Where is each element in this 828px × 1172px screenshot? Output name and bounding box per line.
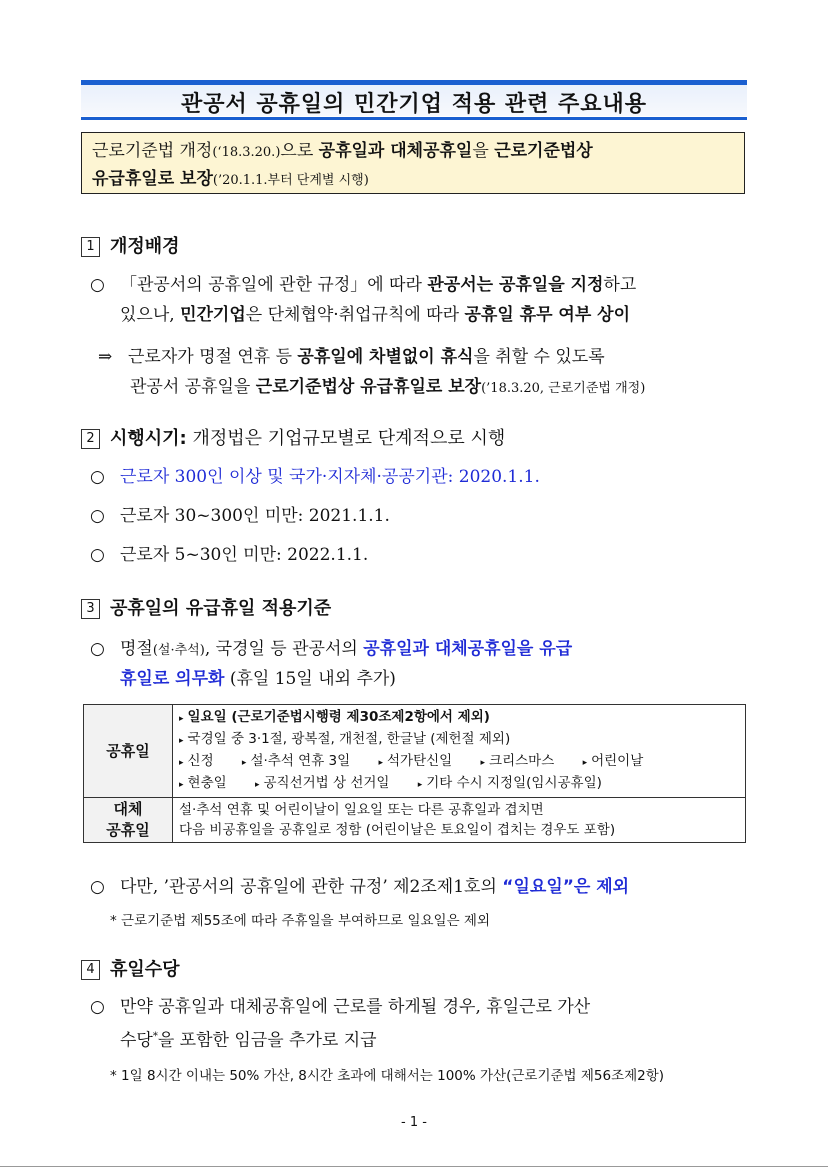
text-small: (’18.3.20, 근로기준법 개정): [481, 381, 646, 396]
bullet: ○: [90, 997, 105, 1017]
table-row: [84, 798, 746, 843]
text-highlight: 공휴일과 대체공휴일을 유급: [363, 639, 573, 659]
summary-date: (‘18.3.20.): [212, 145, 281, 160]
footnote: * 1일 8시간 이내는 50% 가산, 8시간 초과에 대해서는 100% 가산(근로기준법 제56조제2항): [110, 1068, 665, 1084]
text: 은 단체협약·취업규칙에 따라: [245, 305, 465, 325]
section-title: 시행시기:: [110, 428, 187, 449]
cell-text: 공직선거법 상 선거일: [263, 775, 390, 791]
section-heading-1: [81, 232, 180, 258]
row-header: [84, 705, 173, 798]
section-number: 2: [81, 429, 100, 449]
section-number: 1: [81, 237, 100, 257]
cell-text: 국경일 중 3·1절, 광복절, 개천절, 한글날 (제헌절 제외): [187, 731, 511, 747]
row-header-label: 공휴일: [106, 741, 150, 760]
summary-date: (’20.1.1.부터 단계별 시행): [212, 173, 369, 188]
footnote-mark: *: [152, 1031, 158, 1042]
arrow-icon: ⇒: [98, 347, 113, 367]
table-cell: ▸ 일요일 (근로기준법시행령 제30조제2항에서 제외) ▸ 국경일 중 3·1절, 광복절, 개천절, 한글날 (제헌절 제외) ▸ 신정 ▸ 설·추석 연휴 3일 ▸ 석가탄신일 ▸ 크리스마스 ▸ 어린이날 ▸ 현충일 ▸ 공직선거법 상 선거일 ▸ 기타 수시 지정일(임시공휴일): [173, 705, 746, 798]
section-subtitle: 개정법은 기업규모별로 단계적으로 시행: [186, 428, 506, 449]
list-item: [98, 342, 605, 372]
list-item: [90, 462, 540, 492]
list-item: [90, 270, 636, 300]
text: 관공서 공휴일을: [130, 377, 256, 397]
cell-text: 기타 수시 지정일(임시공휴일): [426, 775, 602, 791]
text-bold: 관공서는 공휴일을 지정: [427, 275, 604, 295]
bullet: ○: [90, 275, 105, 295]
text: , 국경일 등 관공서의: [204, 639, 364, 659]
cell-text: 석가탄신일: [387, 753, 453, 769]
row-header-label: 공휴일: [106, 821, 150, 839]
title-banner: [81, 80, 747, 120]
text-bold: 공휴일에 차별없이 휴식: [297, 347, 474, 367]
summary-bold: 근로기준법상: [494, 141, 593, 161]
bullet: ○: [90, 877, 105, 897]
text-highlight: 근로자 300인 이상 및 국가·지자체·공공기관: 2020.1.1.: [120, 467, 540, 487]
footnote: * 근로기준법 제55조에 따라 주휴일을 부여하므로 일요일은 제외: [110, 913, 490, 929]
holiday-table: [83, 704, 746, 843]
text-bold: 근로기준법상 유급휴일로 보장: [255, 377, 482, 397]
cell-text: 일요일 (근로기준법시행령 제30조제2항에서 제외): [187, 709, 490, 725]
text: 다만, ’관공서의 공휴일에 관한 규정’ 제2조제1호의: [120, 877, 503, 897]
cell-text: 어린이날: [591, 753, 644, 769]
section-number: 4: [81, 960, 100, 980]
cell-text: 크리스마스: [489, 753, 555, 769]
cell-text: 설·추석 연휴 3일: [250, 753, 351, 769]
page-number: - 1 -: [401, 1115, 427, 1130]
summary-bold: 유급휴일로 보장: [92, 169, 213, 189]
page-title: 관공서 공휴일의 민간기업 적용 관련 주요내용: [180, 92, 648, 117]
table-row: [84, 705, 746, 798]
table-cell: [173, 798, 746, 843]
text-highlight: “일요일”은 제외: [502, 877, 630, 897]
bullet: ○: [90, 545, 105, 565]
text: (휴일 15일 내외 추가): [224, 669, 396, 689]
section-number: 3: [81, 599, 100, 619]
list-item-cont: [120, 664, 396, 694]
cell-text: 현충일: [187, 775, 227, 791]
summary-text: 근로기준법 개정: [92, 141, 213, 161]
page-divider: [0, 1166, 828, 1167]
bullet: ○: [90, 467, 105, 487]
text-highlight: 휴일로 의무화: [120, 669, 225, 689]
list-item: [90, 501, 390, 531]
section-title: 휴일수당: [110, 959, 180, 980]
summary-text: 으로: [280, 141, 319, 161]
text: 하고: [603, 275, 637, 295]
list-item-cont: [120, 300, 630, 330]
text: 근로자 5~30인 미만: 2022.1.1.: [120, 545, 369, 565]
list-item-cont: [130, 372, 645, 404]
list-item-cont: [120, 1022, 377, 1056]
summary-text: 을: [472, 141, 495, 161]
text-small: (설·추석): [152, 643, 205, 658]
list-item: [90, 540, 368, 570]
list-item: [90, 634, 572, 666]
text: 을 포함한 임금을 추가로 지급: [157, 1030, 377, 1051]
text: 근로자 30~300인 미만: 2021.1.1.: [120, 506, 390, 526]
bullet: ○: [90, 639, 105, 659]
section-heading-4: [81, 955, 180, 981]
summary-bold: 공휴일과 대체공휴일: [318, 141, 473, 161]
cell-text: 설·추석 연휴 및 어린이날이 일요일 또는 다른 공휴일과 겹치면: [179, 802, 544, 818]
text-bold: 공휴일 휴무 여부 상이: [464, 305, 631, 325]
section-title: 개정배경: [110, 236, 180, 257]
row-header-label: 대체: [113, 800, 143, 818]
text: 「관공서의 공휴일에 관한 규정」에 따라: [120, 275, 428, 295]
list-item: [90, 992, 590, 1022]
row-header: [84, 798, 173, 843]
text: 있으나,: [120, 305, 181, 325]
text: 근로자가 명절 연휴 등: [128, 347, 298, 367]
text: 을 취할 수 있도록: [473, 347, 605, 367]
text: 명절: [120, 639, 153, 659]
section-heading-3: [81, 594, 331, 620]
cell-text: 신정: [187, 753, 214, 769]
list-item: [90, 872, 629, 902]
summary-box: [81, 132, 745, 194]
bullet: ○: [90, 506, 105, 526]
section-heading-2: [81, 424, 505, 450]
text-bold: 민간기업: [180, 305, 246, 325]
text: 수당: [120, 1030, 153, 1051]
text: 만약 공휴일과 대체공휴일에 근로를 하게될 경우, 휴일근로 가산: [120, 997, 591, 1017]
cell-text: 다음 비공휴일을 공휴일로 정함 (어린이날은 토요일이 겹치는 경우도 포함): [179, 822, 616, 838]
section-title: 공휴일의 유급휴일 적용기준: [110, 598, 332, 619]
